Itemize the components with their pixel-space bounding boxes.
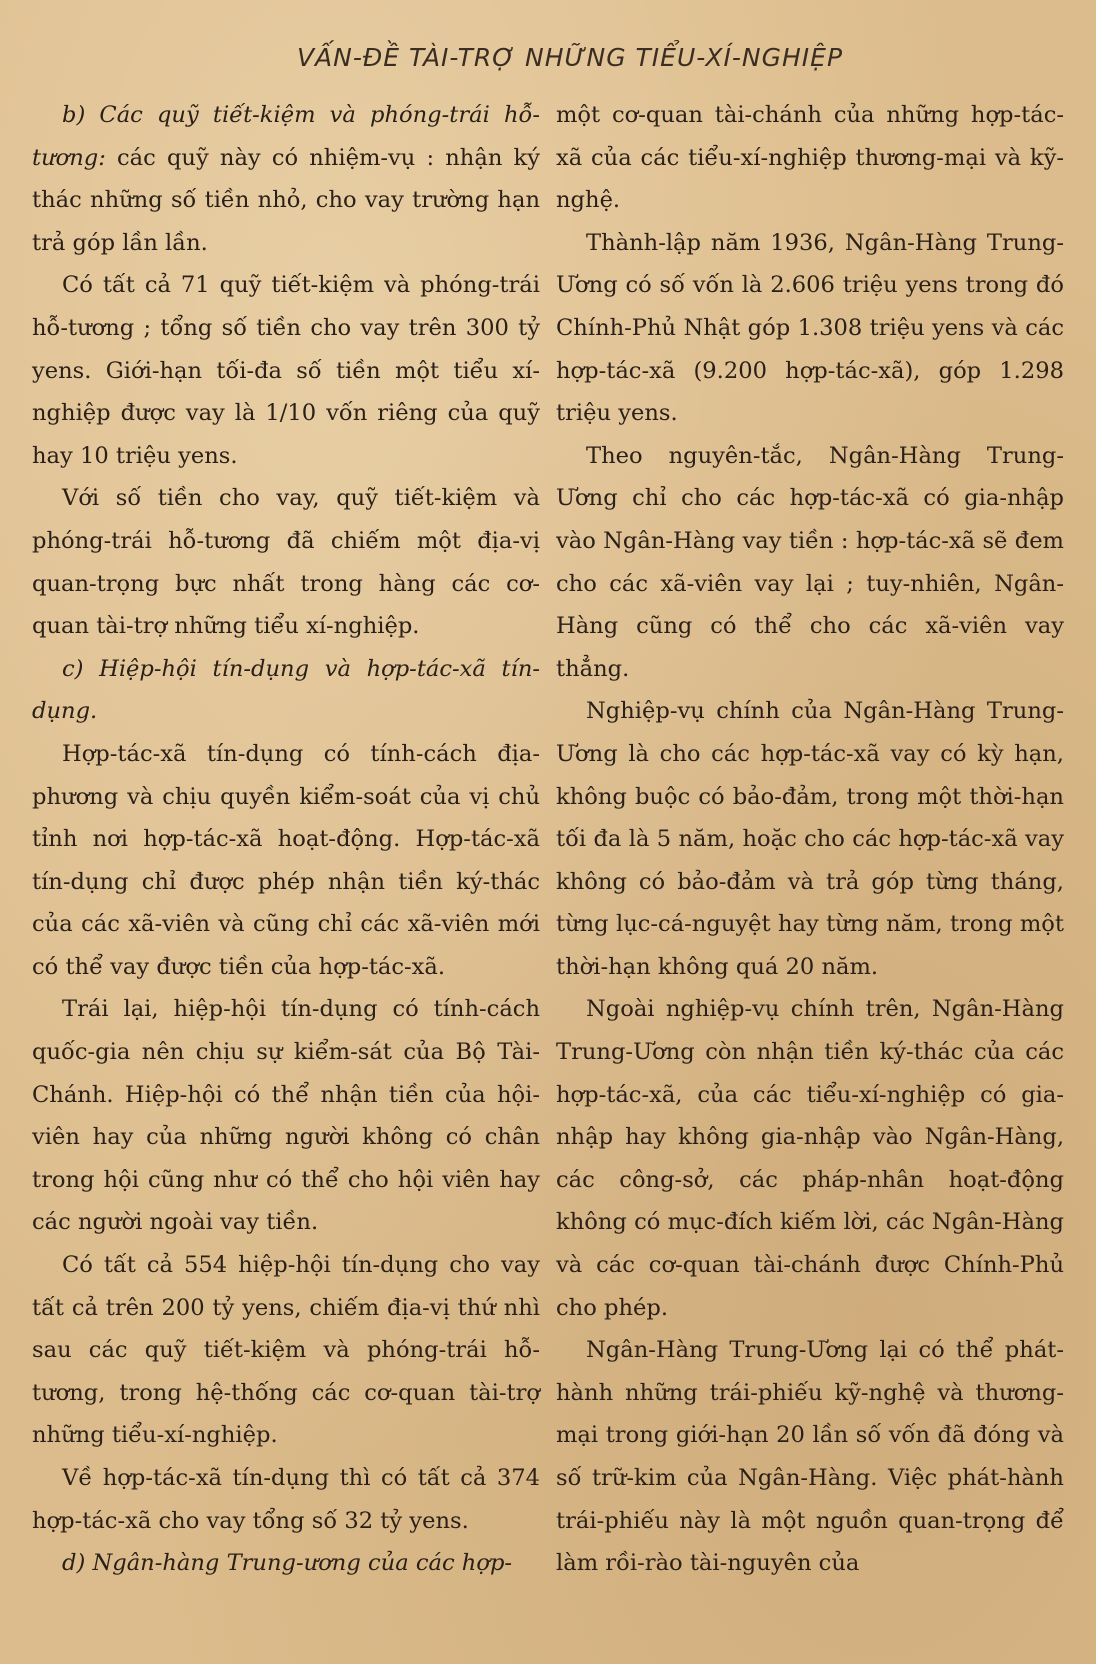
paragraph: Ngoài nghiệp-vụ chính trên, Ngân-Hàng Trung-Ương còn nhận tiền ký-thác của các hợp-tác-xã, của các tiểu-xí-nghiệp có gia-nhập hay không gia-nhập vào Ngân-Hàng, các công-sở, các pháp-nhân hoạt-động không có mục-đích kiếm lời, các Ngân-Hàng và các cơ-quan tài-chánh được Chính-Phủ cho phép.: [556, 996, 1064, 1321]
left-column: [32, 94, 540, 1585]
paragraph-b: [32, 94, 540, 264]
paragraph: Ngân-Hàng Trung-Ương lại có thể phát-hành những trái-phiếu kỹ-nghệ và thương-mại trong giới-hạn 20 lần số vốn đã đóng và số trữ-kim của Ngân-Hàng. Việc phát-hành trái-phiếu này là một nguồn quan-trọng để làm rồi-rào tài-nguyên của: [556, 1337, 1064, 1577]
text-columns: [28, 94, 1072, 1585]
paragraph: Hợp-tác-xã tín-dụng có tính-cách địa-phương và chịu quyền kiểm-soát của vị chủ tỉnh nơi hợp-tác-xã hoạt-động. Hợp-tác-xã tín-dụng chỉ được phép nhận tiền ký-thác của các xã-viên và cũng chỉ các xã-viên mới có thể vay được tiền của hợp-tác-xã.: [32, 740, 540, 980]
paragraph: Theo nguyên-tắc, Ngân-Hàng Trung-Ương chỉ cho các hợp-tác-xã có gia-nhập vào Ngân-Hàng vay tiền : hợp-tác-xã sẽ đem cho các xã-viên vay lại ; tuy-nhiên, Ngân-Hàng cũng có thể cho các xã-viên vay thẳng.: [556, 442, 1064, 682]
paragraph: Thành-lập năm 1936, Ngân-Hàng Trung-Ương có số vốn là 2.606 triệu yens trong đó Chính-Phủ Nhật góp 1.308 triệu yens và các hợp-tác-xã (9.200 hợp-tác-xã), góp 1.298 triệu yens.: [556, 229, 1064, 427]
section-heading-b: b) Các quỹ tiết-kiệm và phóng-trái hỗ-tương:: [32, 102, 540, 171]
section-heading-c: c) Hiệp-hội tín-dụng và hợp-tác-xã tín-dụng.: [32, 655, 540, 725]
paragraph: một cơ-quan tài-chánh của những hợp-tác-xã của các tiểu-xí-nghiệp thương-mại và kỹ-nghệ.: [556, 102, 1064, 214]
section-heading-d: d) Ngân-hàng Trung-ương của các hợp-: [62, 1550, 513, 1577]
paragraph: Có tất cả 554 hiệp-hội tín-dụng cho vay tất cả trên 200 tỷ yens, chiếm địa-vị thứ nhì sau các quỹ tiết-kiệm và phóng-trái hỗ-tương, trong hệ-thống các cơ-quan tài-trợ những tiểu-xí-nghiệp.: [32, 1252, 540, 1449]
paragraph-text: các quỹ này có nhiệm-vụ : nhận ký thác những số tiền nhỏ, cho vay trường hạn trả góp lần lần.: [32, 144, 540, 256]
paragraph: Với số tiền cho vay, quỹ tiết-kiệm và phóng-trái hỗ-tương đã chiếm một địa-vị quan-trọng bực nhất trong hàng các cơ-quan tài-trợ những tiểu xí-nghiệp.: [32, 485, 540, 640]
paragraph: Có tất cả 71 quỹ tiết-kiệm và phóng-trái hỗ-tương ; tổng số tiền cho vay trên 300 tỷ yens. Giới-hạn tối-đa số tiền một tiểu xí-nghiệp được vay là 1/10 vốn riêng của quỹ hay 10 triệu yens.: [32, 272, 540, 469]
right-column: [556, 94, 1064, 1585]
paragraph: Về hợp-tác-xã tín-dụng thì có tất cả 374 hợp-tác-xã cho vay tổng số 32 tỷ yens.: [32, 1465, 540, 1534]
running-head: VẤN-ĐỀ TÀI-TRỢ NHỮNG TIỂU-XÍ-NGHIỆP: [296, 43, 844, 72]
paragraph: Nghiệp-vụ chính của Ngân-Hàng Trung-Ương là cho các hợp-tác-xã vay có kỳ hạn, không buộc có bảo-đảm, trong một thời-hạn tối đa là 5 năm, hoặc cho các hợp-tác-xã vay không có bảo-đảm và trả góp từng tháng, từng lục-cá-nguyệt hay từng năm, trong một thời-hạn không quá 20 năm.: [556, 698, 1064, 980]
paragraph: Trái lại, hiệp-hội tín-dụng có tính-cách quốc-gia nên chịu sự kiểm-sát của Bộ Tài-Chánh. Hiệp-hội có thể nhận tiền của hội-viên hay của những người không có chân trong hội cũng như có thể cho hội viên hay các người ngoài vay tiền.: [32, 996, 540, 1236]
